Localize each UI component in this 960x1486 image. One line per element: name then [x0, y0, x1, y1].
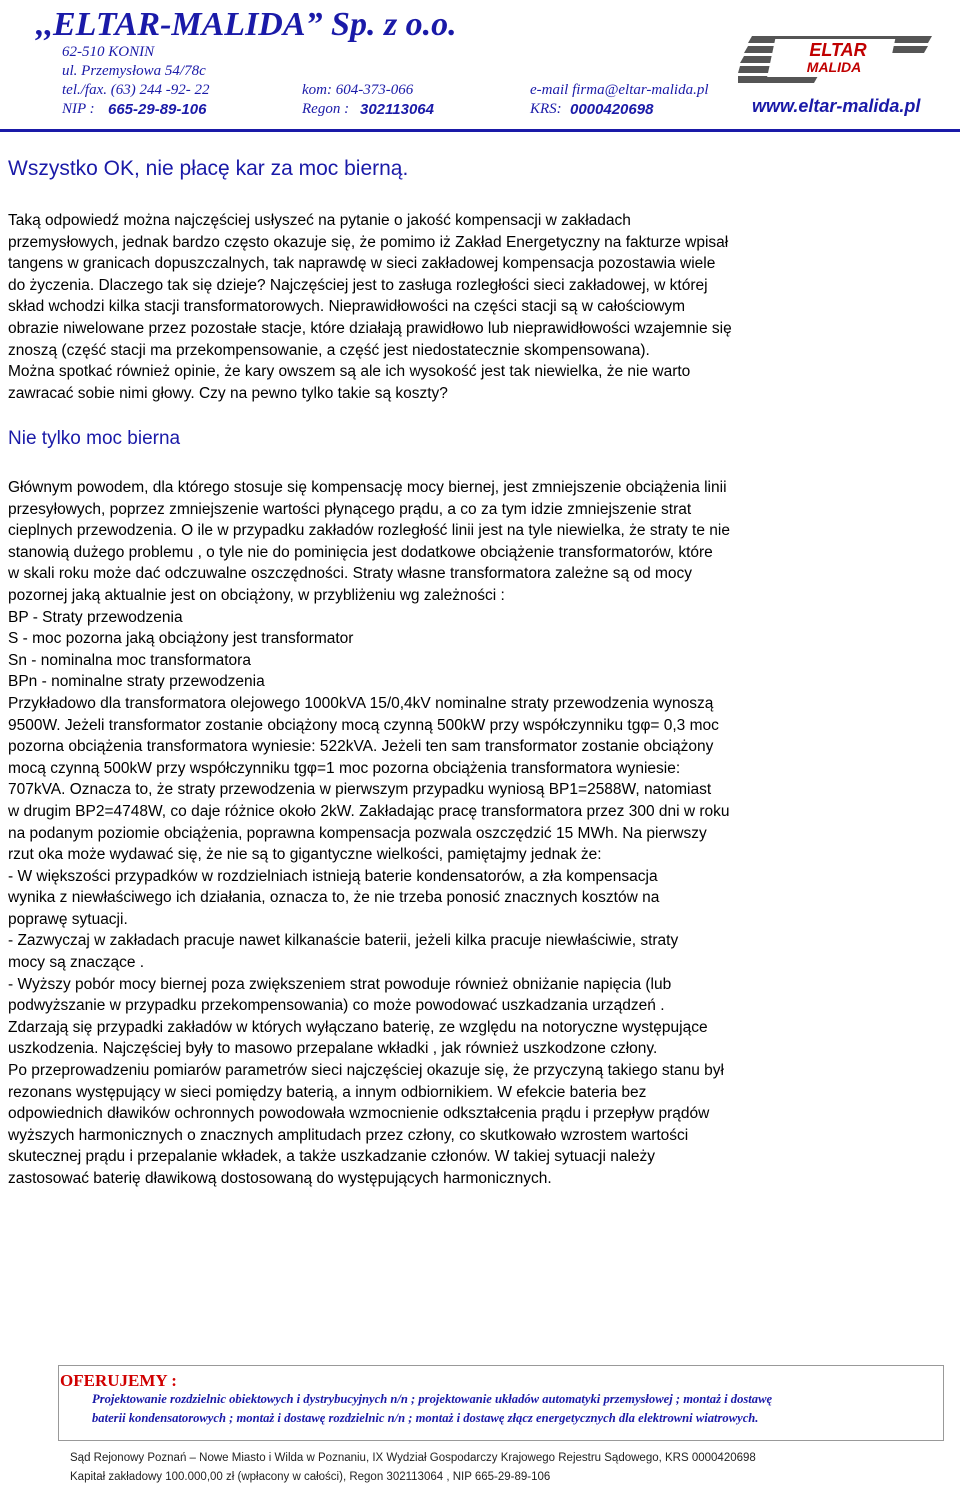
- text-line: - Zazwyczaj w zakładach pracuje nawet kilkanaście baterii, jeżeli kilka pracuje niewłaściwie, straty: [8, 932, 679, 950]
- text-line: znoszą (część stacji ma przekompensowanie, a część jest niedostatecznie skompensowana).: [8, 341, 650, 359]
- mobile-number: kom: 604-373-066: [302, 82, 414, 98]
- text-line: tangens w granicach dopuszczalnych, tak naprawdę w sieci zakładowej kompensacja pozostawia wiele: [8, 255, 716, 273]
- nip-label: NIP :: [62, 101, 95, 117]
- text-line: skład wchodzi kilka stacji transformatorowych. Nieprawidłowości na części stacji są w całościowym: [8, 298, 686, 316]
- website-link[interactable]: www.eltar-malida.pl: [752, 96, 921, 116]
- body-paragraph: [8, 477, 730, 1190]
- section-heading: Nie tylko moc bierna: [8, 428, 181, 449]
- offer-line-2: baterii kondensatorowych ; montaż i dostawę rozdzielnic n/n ; montaż i dostawę złącz energetycznych dla elektrowni wiatrowych.: [92, 1411, 759, 1425]
- text-line: BPn - nominalne straty przewodzenia: [8, 673, 265, 691]
- text-line: BP - Straty przewodzenia: [8, 608, 183, 626]
- text-line: cieplnych przewodzenia. O ile w przypadku zakładów rozległość linii jest na tyle niewielka, że straty te nie: [8, 522, 730, 540]
- text-line: wyższych harmonicznych o znacznych amplitudach przez człony, co skutkowało wzrostem wartości: [8, 1126, 689, 1144]
- text-line: rzut oka może wydawać się, że nie są to gigantyczne wielkości, pamiętajmy jednak że:: [8, 846, 602, 864]
- logo-text-bottom: MALIDA: [806, 59, 862, 75]
- text-line: Można spotkać również opinie, że kary owszem są ale ich wysokość jest tak niewielka, że nie warto: [8, 363, 691, 381]
- text-line: pozornej jaką aktualnie jest on obciążony, w przybliżeniu wg zależności :: [8, 586, 505, 604]
- text-line: S - moc pozorna jaką obciążony jest transformator: [8, 630, 354, 648]
- text-line: podwyższanie w przypadku przekompensowania) co może powodować uszkadzania urządzeń .: [8, 997, 665, 1015]
- text-line: pozorna obciążenia transformatora wyniesie: 522kVA. Jeżeli ten sam transformator zostanie obciążony: [8, 738, 714, 756]
- company-name: ,,ELTAR-MALIDA” Sp. z o.o.: [36, 6, 457, 43]
- text-line: w skali roku może dać odczuwalne oszczędności. Straty własne transformatora zależne są od mocy: [8, 565, 693, 583]
- text-line: 9500W. Jeżeli transformator zostanie obciążony mocą czynną 500kW przy współczynniku tgφ= 0,3 moc: [8, 716, 719, 734]
- text-line: Po przeprowadzeniu pomiarów parametrów sieci najczęściej okazuje się, że przyczyną takiego stanu był: [8, 1062, 724, 1080]
- email-address: e-mail firma@eltar-malida.pl: [530, 82, 709, 98]
- krs-value: 0000420698: [570, 101, 654, 118]
- text-line: mocą czynną 500kW przy współczynniku tgφ=1 moc pozorna obciążenia transformatora wyniesie:: [8, 759, 681, 777]
- text-line: skutecznej prądu i przepalanie wkładek, a także uszkadzanie członów. W takiej sytuacji należy: [8, 1148, 656, 1166]
- text-line: uszkodzenia. Najczęściej były to masowo przepalane wkładki , jak również uszkodzone człony.: [8, 1040, 658, 1058]
- text-line: Sn - nominalna moc transformatora: [8, 651, 251, 669]
- letterhead: [0, 0, 960, 140]
- text-line: zastosować baterię dławikową dostosowaną do występujących harmonicznych.: [8, 1170, 552, 1187]
- postal-code: 62-510 KONIN: [62, 44, 155, 60]
- nip-value: 665-29-89-106: [108, 101, 207, 118]
- article-title: Wszystko OK, nie płacę kar za moc bierną.: [8, 157, 409, 180]
- text-line: przemysłowych, jednak bardzo często okazuje się, że pomimo iż Zakład Energetyczny na fakturze wpisał: [8, 233, 729, 251]
- text-line: przesyłowych, poprzez zmniejszenie wartości płynącego prądu, a co za tym idzie zmniejszenie strat: [8, 500, 692, 518]
- krs-label: KRS:: [530, 101, 562, 117]
- text-line: Taką odpowiedź można najczęściej usłyszeć na pytanie o jakość kompensacji w zakładach: [8, 212, 631, 229]
- text-line: wynika z niewłaściwego ich działania, oznacza to, że nie trzeba ponosić znacznych kosztów na: [8, 889, 660, 907]
- footer-registry-line: Sąd Rejonowy Poznań – Nowe Miasto i Wilda w Poznaniu, IX Wydział Gospodarczy Krajowego Rejestru Sądowego, KRS 0000420698: [70, 1452, 756, 1464]
- company-logo: [738, 26, 934, 90]
- regon-label: Regon :: [302, 101, 350, 117]
- header-divider: [0, 129, 960, 132]
- text-line: poprawę sytuacji.: [8, 910, 128, 928]
- text-line: - W większości przypadków w rozdzielniach istnieją baterie kondensatorów, a zła kompensacja: [8, 867, 658, 885]
- text-line: Głównym powodem, dla którego stosuje się kompensację mocy biernej, jest zmniejszenie obciążenia linii: [8, 479, 727, 496]
- text-line: 707kVA. Oznacza to, że straty przewodzenia w pierwszym przypadku wyniosą BP1=2588W, natomiast: [8, 781, 712, 799]
- text-line: na podanym poziomie obciążenia, poprawna kompensacja pozwala oszczędzić 15 MWh. Na pierwszy: [8, 824, 707, 842]
- text-line: odpowiednich dławików ochronnych powodowała wzmocnienie odkształcenia prądu i przepływ prądów: [8, 1105, 710, 1123]
- text-line: stanowią dużego problemu , o tyle nie do pominięcia jest dodatkowe obciążenie transformatorów, które: [8, 543, 713, 561]
- offer-heading: OFERUJEMY :: [60, 1371, 177, 1390]
- tel-fax: tel./fax. (63) 244 -92- 22: [62, 82, 210, 98]
- text-line: rezonans występujący w sieci pomiędzy baterią, a innym odbiornikiem. W efekcie bateria bez: [8, 1083, 647, 1101]
- street-address: ul. Przemysłowa 54/78c: [62, 63, 206, 79]
- text-line: mocy są znaczące .: [8, 954, 145, 972]
- text-line: w drugim BP2=4748W, co daje różnice około 2kW. Zakładając pracę transformatora przez 300 dni w roku: [8, 802, 730, 820]
- intro-paragraph: [8, 210, 732, 404]
- text-line: - Wyższy pobór mocy biernej poza zwiększeniem strat powoduje również obniżanie napięcia (lub: [8, 975, 672, 993]
- logo-text-top: ELTAR: [809, 40, 867, 60]
- regon-value: 302113064: [360, 101, 434, 118]
- offer-line-1: Projektowanie rozdzielnic obiektowych i dystrybucyjnych n/n ; projektowanie układów automatyki przemysłowej ; montaż i dostawę: [92, 1392, 773, 1406]
- text-line: Przykładowo dla transformatora olejowego 1000kVA 15/0,4kV nominalne straty przewodzenia wynoszą: [8, 694, 714, 712]
- text-line: Zdarzają się przypadki zakładów w których wyłączano baterię, ze względu na notoryczne występujące: [8, 1018, 708, 1036]
- footer-capital-line: Kapitał zakładowy 100.000,00 zł (wpłacony w całości), Regon 302113064 , NIP 665-29-89-106: [70, 1471, 551, 1483]
- text-line: obrazie niwelowane przez pozostałe stacje, które działają prawidłowo lub nieprawidłowości wzajemnie się: [8, 319, 732, 337]
- text-line: do życzenia. Dlaczego tak się dzieje? Najczęściej jest to zasługa rozległości sieci zakładowej, w której: [8, 276, 708, 294]
- text-line: zawracać sobie nimi głowy. Czy na pewno tylko takie są koszty?: [8, 384, 448, 402]
